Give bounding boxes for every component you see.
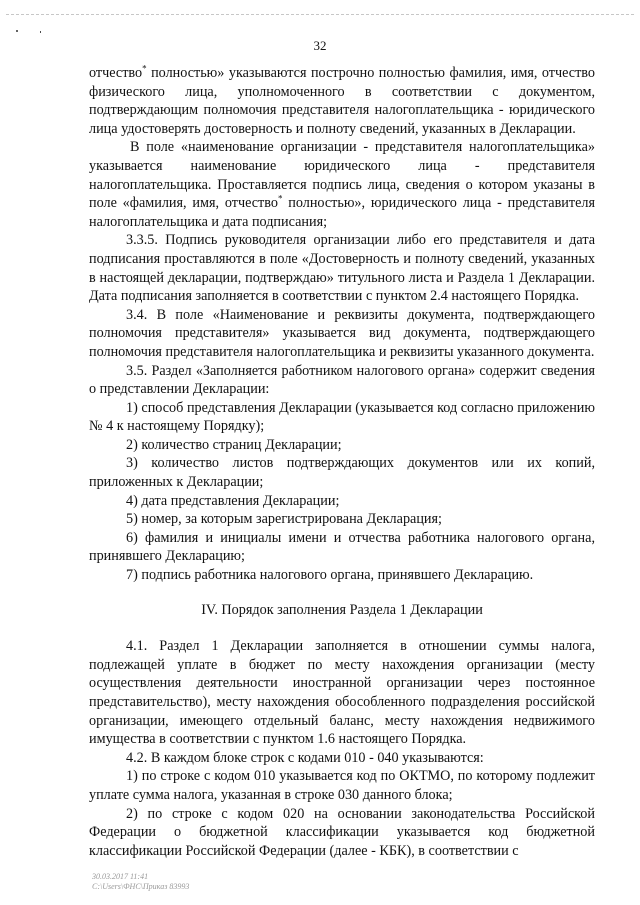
list-item: 6) фамилия и инициалы имени и отчества работника налогового органа, принявшего Декларацию; (89, 529, 595, 565)
paragraph: 4.1. Раздел 1 Декларации заполняется в отношении суммы налога, подлежащей уплате в бюджет по месту нахождения организации (месту осуществления деятельности иностранной организации через постоянное представительство), месту нахождения обособленного подразделения российской организации, имеющего отдельный баланс, месту нахождения недвижимого имущества в соответствии с пунктом 1.6 настоящего Порядка. (89, 638, 595, 748)
document-body (89, 64, 595, 860)
page-number: 32 (313, 38, 327, 53)
stamp-filepath: С:\Users\ФНС\Приказ 83993 (92, 882, 190, 891)
paragraph: 3.5. Раздел «Заполняется работником налогового органа» содержит сведения о представлении Декларации: (89, 362, 595, 398)
scan-speck (40, 31, 41, 33)
paragraph: 1) по строке с кодом 010 указывается код по ОКТМО, по которому подлежит уплате сумма налога, указанная в строке 030 данного блока; (89, 768, 595, 803)
file-stamp (92, 872, 189, 892)
stamp-datetime: 30.03.2017 11:41 (92, 872, 149, 881)
scan-speck (16, 30, 18, 32)
list-item: 5) номер, за которым зарегистрирована Декларация; (126, 511, 442, 528)
paragraph: 3.4. В поле «Наименование и реквизиты документа, подтверждающего полномочия представителя» указывается вид документа, подтверждающего полномочия представителя налогоплательщика и реквизиты указанного документа. (89, 306, 595, 360)
paragraph: В поле «наименование организации - представителя налогоплательщика» указывается наименование юридического лица - представителя налогоплательщика. Проставляется подпись лица, сведения о котором указаны в поле «фамилия, имя, отчество* полностью», юридического лица - представителя налогоплательщика и дата подписания; (89, 139, 595, 230)
list-item: 1) способ представления Декларации (указывается код согласно приложению № 4 к настоящему Порядку); (89, 399, 595, 435)
list-item: 3) количество листов подтверждающих документов или их копий, приложенных к Декларации; (89, 455, 595, 491)
list-item: 2) количество страниц Декларации; (126, 436, 342, 453)
section-heading: IV. Порядок заполнения Раздела 1 Декларации (201, 601, 483, 618)
paragraph: 3.3.5. Подпись руководителя организации либо его представителя и дата подписания проставляются в поле «Достоверность и полноту сведений, указанных в настоящей декларации, подтверждаю» титульного листа и Раздела 1 Декларации. Дата подписания заполняется в соответствии с пунктом 2.4 настоящего Порядка. (89, 232, 595, 305)
scan-edge-line (6, 14, 634, 15)
list-item: 7) подпись работника налогового органа, принявшего Декларацию. (126, 567, 534, 584)
paragraph: 2) по строке с кодом 020 на основании законодательства Российской Федерации о бюджетной классификации указывается код бюджетной классификации Российской Федерации (далее - КБК), в соответствии с (89, 805, 595, 859)
list-item: 4) дата представления Декларации; (126, 492, 340, 509)
paragraph: 4.2. В каждом блоке строк с кодами 010 - 040 указываются: (126, 749, 484, 766)
paragraph: отчество* полностью» указываются построчно полностью фамилия, имя, отчество физического лица, уполномоченного в соответствии с документом, подтверждающим полномочия представителя налогоплательщика - юридического лица удостоверять достоверность и полноту сведений, указанных в Декларации. (89, 63, 595, 137)
